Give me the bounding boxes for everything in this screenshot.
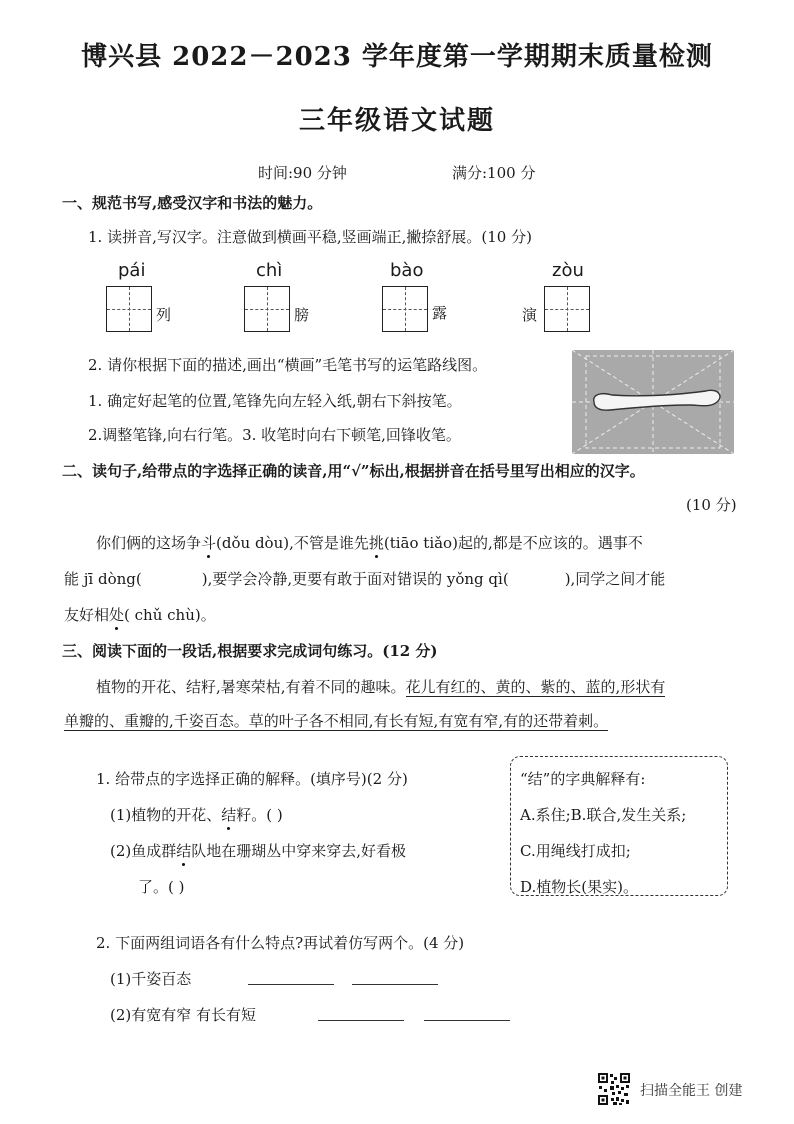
exam-subtitle: 三年级语文试题 — [298, 106, 495, 136]
writing-grid-3[interactable] — [382, 286, 428, 332]
dotted-char: 挑 — [368, 534, 384, 552]
word-4: 演 — [522, 306, 538, 324]
dotted-char: 处 — [109, 606, 125, 624]
passage-line-2 — [64, 710, 608, 731]
section1-q2: 2. 请你根据下面的描述,画出“横画”毛笔书写的运笔路线图。 — [88, 356, 488, 374]
pinyin-4: zòu — [552, 260, 584, 281]
writing-grid-2[interactable] — [244, 286, 290, 332]
stroke-step-2: 2.调整笔锋,向右行笔。3. 收笔时向右下顿笔,回锋收笔。 — [88, 426, 461, 444]
dictionary-entry-3: D.植物长(果实)。 — [520, 878, 638, 896]
pinyin-3: bào — [390, 260, 424, 281]
underlined-text: 花儿有红的、黄的、紫的、蓝的,形状有 — [405, 678, 666, 696]
answer-blank[interactable] — [352, 984, 438, 985]
section2-line-1 — [96, 532, 643, 553]
text-span: 友好相 — [64, 606, 110, 624]
passage-line-1 — [96, 676, 665, 697]
section3-q2-item2: (2)有宽有窄 有长有短 — [110, 1006, 257, 1024]
section3-q1-item2-cont: 了。( ) — [138, 878, 185, 896]
writing-grid-4[interactable] — [544, 286, 590, 332]
section2-line-3 — [64, 604, 216, 625]
text-span: (dǒu dòu),不管是谁先 — [216, 534, 369, 552]
word-2: 膀 — [294, 306, 310, 324]
dictionary-title: “结”的字典解释有: — [520, 770, 646, 788]
section3-q1: 1. 给带点的字选择正确的解释。(填序号)(2 分) — [96, 770, 408, 788]
text-span: (1)植物的开花、 — [110, 806, 222, 824]
text-span: (tiāo tiǎo)起的,都是不应该的。遇事不 — [383, 534, 643, 552]
exam-time: 时间:90 分钟 — [258, 164, 347, 182]
pinyin-2: chì — [256, 260, 283, 281]
word-3: 露 — [432, 304, 448, 322]
section3-q1-item2 — [110, 840, 406, 861]
exam-title: 博兴县 2022－2023 学年度第一学期期末质量检测 — [81, 42, 713, 72]
dotted-char: 结 — [221, 806, 237, 824]
word-1: 列 — [156, 306, 172, 324]
text-span: ( chǔ chù)。 — [124, 606, 216, 624]
answer-blank[interactable] — [318, 1020, 404, 1021]
dictionary-entry-1: A.系住;B.联合,发生关系; — [520, 806, 687, 824]
answer-blank[interactable] — [248, 984, 334, 985]
writing-grid-1[interactable] — [106, 286, 152, 332]
dotted-char: 结 — [176, 842, 192, 860]
section2-line-2 — [64, 568, 665, 589]
qr-code-icon — [597, 1072, 631, 1106]
scanner-watermark: 扫描全能王 创建 — [640, 1083, 743, 1099]
text-span: 队地在珊瑚丛中穿来穿去,好看极 — [191, 842, 407, 860]
text-span: 籽。( ) — [236, 806, 283, 824]
underlined-text: 单瓣的、重瓣的,千姿百态。 — [64, 712, 249, 730]
pinyin-1: pái — [118, 260, 146, 281]
section2-heading: 二、读句子,给带点的字选择正确的读音,用“√”标出,根据拼音在括号里写出相应的汉字。 — [62, 462, 645, 480]
exam-score: 满分:100 分 — [452, 164, 536, 182]
text-span: 你们俩的这场争 — [96, 534, 202, 552]
brush-stroke-illustration — [572, 350, 734, 454]
section3-q2: 2. 下面两组词语各有什么特点?再试着仿写两个。(4 分) — [96, 934, 465, 952]
text-span: 能 jī dòng( — [64, 570, 142, 588]
section3-q2-item1: (1)千姿百态 — [110, 970, 192, 988]
stroke-step-1: 1. 确定好起笔的位置,笔锋先向左轻入纸,朝右下斜按笔。 — [88, 392, 462, 410]
text-span: (2)鱼成群 — [110, 842, 177, 860]
section2-score: (10 分) — [686, 496, 737, 514]
dictionary-entry-2: C.用绳线打成扣; — [520, 842, 631, 860]
text-span: 植物的开花、结籽,暑寒荣枯,有着不同的趣味。 — [96, 678, 406, 696]
section1-heading: 一、规范书写,感受汉字和书法的魅力。 — [62, 194, 323, 212]
section1-q1: 1. 读拼音,写汉字。注意做到横画平稳,竖画端正,撇捺舒展。(10 分) — [88, 228, 532, 246]
underlined-text: 草的叶子各不相同,有长有短,有宽有窄,有的还带着刺。 — [248, 712, 609, 730]
text-span: ),同学之间才能 — [564, 570, 666, 588]
answer-blank[interactable] — [424, 1020, 510, 1021]
dotted-char: 斗 — [201, 534, 217, 552]
text-span: ),要学会冷静,更要有敢于面对错误的 yǒng qì( — [201, 570, 509, 588]
section3-q1-item1 — [110, 804, 283, 825]
section3-heading: 三、阅读下面的一段话,根据要求完成词句练习。(12 分) — [62, 642, 438, 660]
